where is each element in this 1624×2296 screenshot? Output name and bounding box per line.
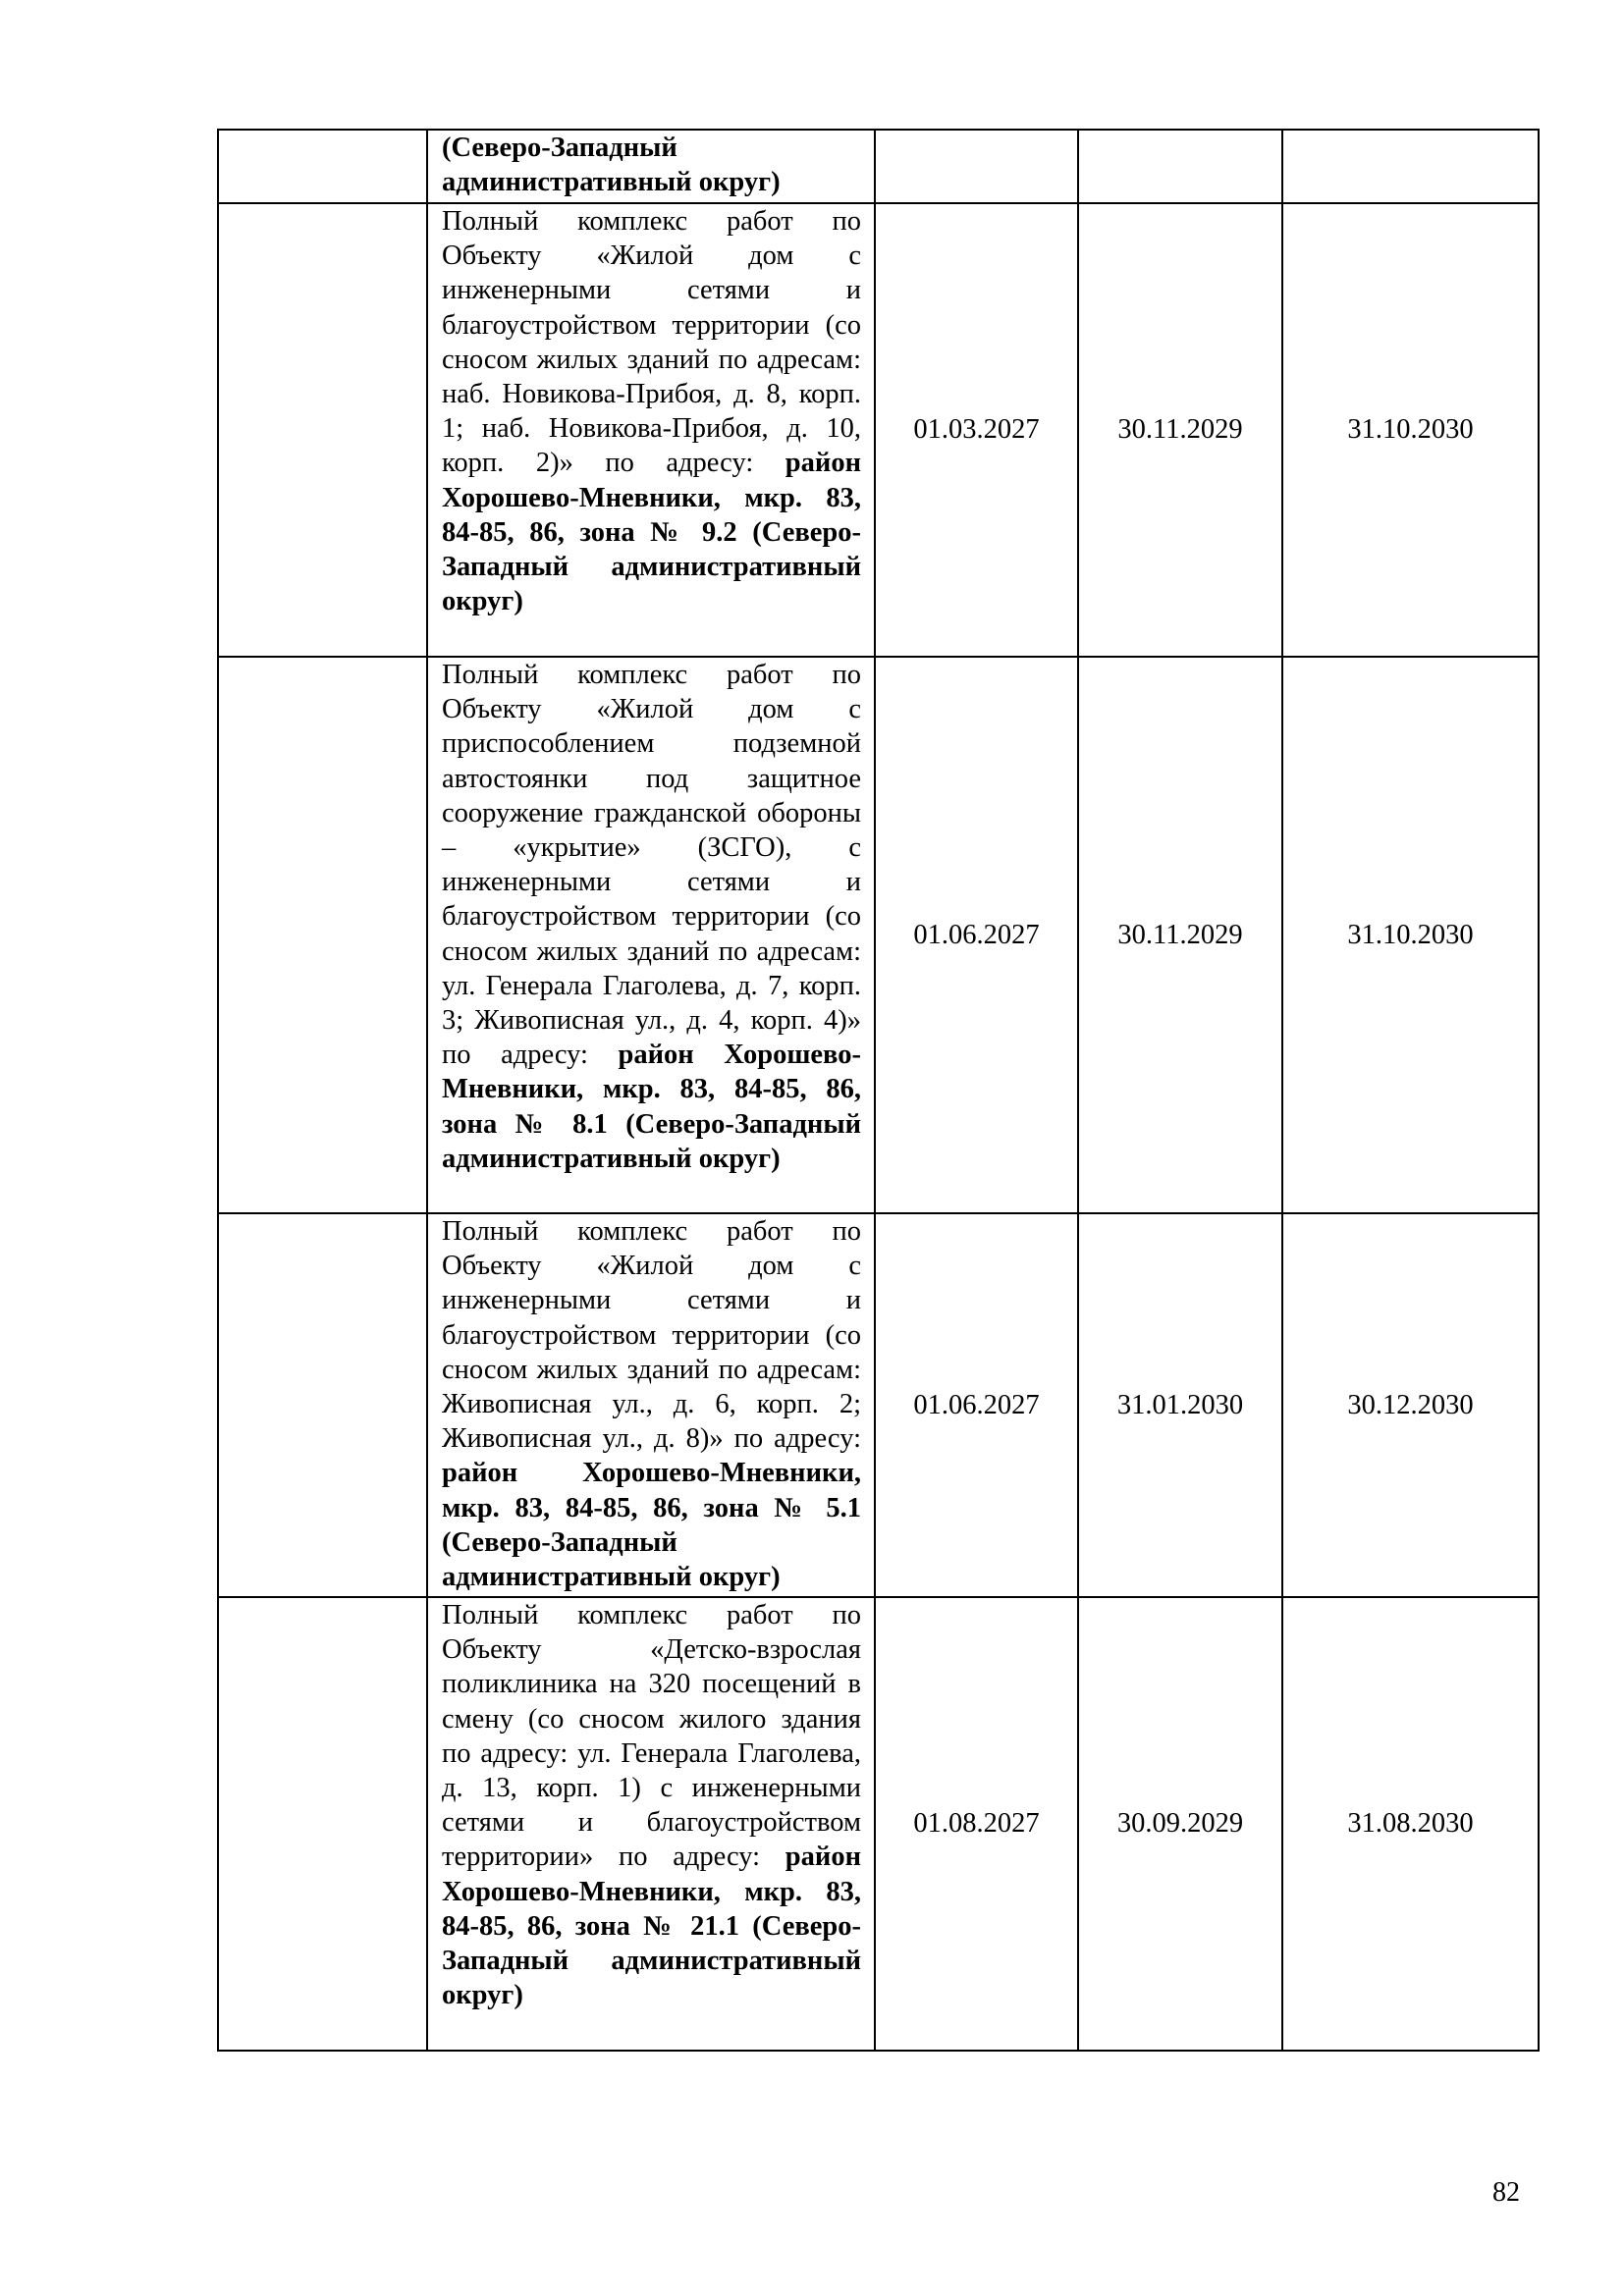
table-row xyxy=(218,1597,1539,2051)
description-cell: (Северо-Западный административный округ) xyxy=(427,130,875,203)
number-cell xyxy=(218,1597,427,2051)
start-date-cell: 01.08.2027 xyxy=(875,1597,1078,2051)
table-row xyxy=(218,203,1539,657)
page-number: 82 xyxy=(1492,2177,1520,2208)
end-date-cell: 30.11.2029 xyxy=(1078,203,1282,657)
schedule-table xyxy=(217,129,1540,2052)
number-cell xyxy=(218,130,427,203)
end-date-cell: 31.01.2030 xyxy=(1078,1213,1282,1597)
table-row xyxy=(218,130,1539,203)
start-date-cell: 01.06.2027 xyxy=(875,1213,1078,1597)
end-date-cell: 30.11.2029 xyxy=(1078,657,1282,1213)
description-cell: Полный комплекс работ по Объекту «Жилой дом с приспособлением подземной автостоянки под защитное сооружение гражданской обороны – «укрытие» (ЗСГО), с инженерными сетями и благоустройством территории (со сносом жилых зданий по адресам: ул. Генерала Глаголева, д. 7, корп. 3; Живописная ул., д. 4, корп. 4)» по адресу: район Хорошево-Мневники, мкр. 83, 84-85, 86, зона № 8.1 (Северо-Западный административный округ) xyxy=(427,657,875,1213)
number-cell xyxy=(218,203,427,657)
start-date-cell: 01.03.2027 xyxy=(875,203,1078,657)
final-date-cell: 31.10.2030 xyxy=(1282,657,1539,1213)
final-date-cell: 30.12.2030 xyxy=(1282,1213,1539,1597)
description-cell: Полный комплекс работ по Объекту «Жилой дом с инженерными сетями и благоустройством территории (со сносом жилых зданий по адресам: Живописная ул., д. 6, корп. 2; Живописная ул., д. 8)» по адресу: район Хорошево-Мневники, мкр. 83, 84-85, 86, зона № 5.1 (Северо-Западный административный округ) xyxy=(427,1213,875,1597)
number-cell xyxy=(218,1213,427,1597)
number-cell xyxy=(218,657,427,1213)
table-row xyxy=(218,657,1539,1213)
end-date-cell: 30.09.2029 xyxy=(1078,1597,1282,2051)
start-date-cell xyxy=(875,130,1078,203)
table-row xyxy=(218,1213,1539,1597)
end-date-cell xyxy=(1078,130,1282,203)
description-cell: Полный комплекс работ по Объекту «Детско-взрослая поликлиника на 320 посещений в смену (со сносом жилого здания по адресу: ул. Генерала Глаголева, д. 13, корп. 1) с инженерными сетями и благоустройством территории» по адресу: район Хорошево-Мневники, мкр. 83, 84-85, 86, зона № 21.1 (Северо-Западный административный округ) xyxy=(427,1597,875,2051)
description-cell: Полный комплекс работ по Объекту «Жилой дом с инженерными сетями и благоустройством территории (со сносом жилых зданий по адресам: наб. Новикова-Прибоя, д. 8, корп. 1; наб. Новикова-Прибоя, д. 10, корп. 2)» по адресу: район Хорошево-Мневники, мкр. 83, 84-85, 86, зона № 9.2 (Северо-Западный административный округ) xyxy=(427,203,875,657)
start-date-cell: 01.06.2027 xyxy=(875,657,1078,1213)
final-date-cell: 31.10.2030 xyxy=(1282,203,1539,657)
final-date-cell xyxy=(1282,130,1539,203)
final-date-cell: 31.08.2030 xyxy=(1282,1597,1539,2051)
